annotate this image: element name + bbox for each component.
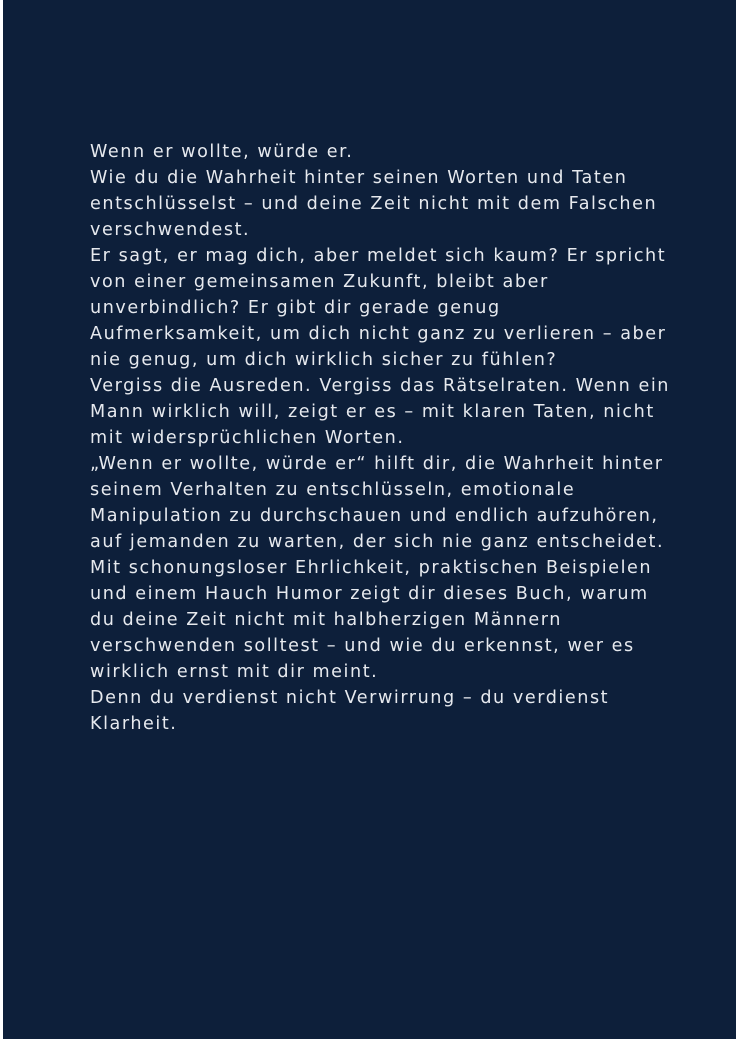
blurb-paragraph: Er sagt, er mag dich, aber meldet sich kaum? Er spricht von einer gemeinsamen Zukunft, bleibt aber unverbindlich? Er gibt dir gerade genug Aufmerksamkeit, um dich nicht ganz zu verlieren – aber nie genug, um dich wirklich sicher zu fühlen?	[90, 246, 667, 370]
blurb-title-line: Wenn er wollte, würde er.	[90, 142, 354, 162]
book-back-cover	[3, 0, 736, 1039]
blurb-subtitle: Wie du die Wahrheit hinter seinen Worten und Taten entschlüsselst – und deine Zeit nicht mit dem Falschen verschwendest.	[90, 168, 658, 240]
blurb-paragraph: Mit schonungsloser Ehrlichkeit, praktischen Beispielen und einem Hauch Humor zeigt dir dieses Buch, warum du deine Zeit nicht mit halbherzigen Männern verschwenden solltest – und wie du erkennst, wer es wirklich ernst mit dir meint.	[90, 558, 653, 682]
blurb-text	[90, 139, 670, 737]
blurb-closing-line: Denn du verdienst nicht Verwirrung – du verdienst Klarheit.	[90, 688, 610, 734]
blurb-paragraph: „Wenn er wollte, würde er“ hilft dir, die Wahrheit hinter seinem Verhalten zu entschlüsseln, emotionale Manipulation zu durchschauen und endlich aufzuhören, auf jemanden zu warten, der sich nie ganz entscheidet.	[90, 454, 665, 552]
blurb-paragraph: Vergiss die Ausreden. Vergiss das Rätselraten. Wenn ein Mann wirklich will, zeigt er es – mit klaren Taten, nicht mit widersprüchlichen Worten.	[90, 376, 670, 448]
